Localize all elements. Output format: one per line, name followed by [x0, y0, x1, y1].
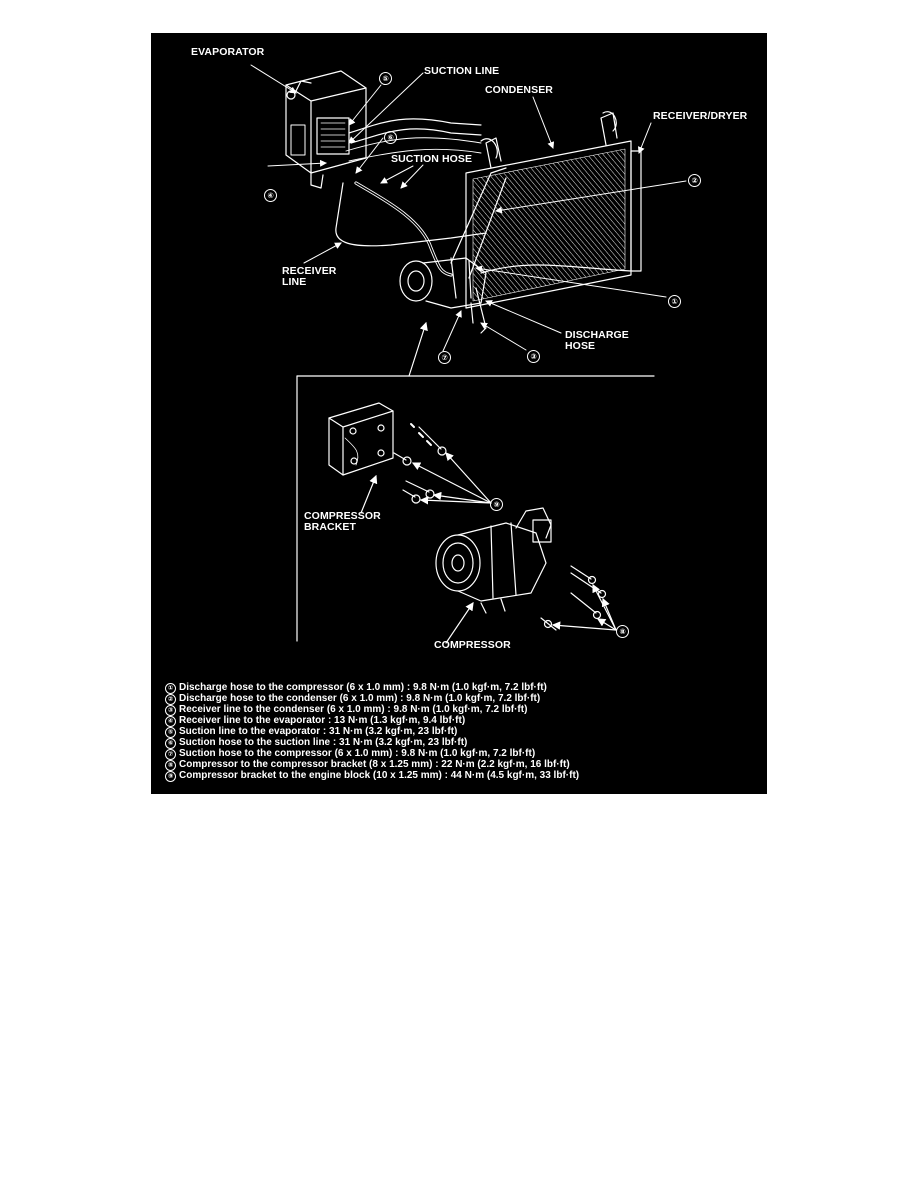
- legend-number: ③: [165, 705, 176, 716]
- callout-4: ④: [264, 189, 277, 202]
- legend-text: Suction hose to the suction line : 31 N·m (3.2 kgf·m, 23 lbf·ft): [179, 737, 468, 748]
- legend-number: ①: [165, 683, 176, 694]
- label-discharge-hose: DISCHARGE HOSE: [565, 329, 629, 352]
- label-suction-hose: SUCTION HOSE: [391, 153, 473, 165]
- callout-5: ⑤: [379, 72, 392, 85]
- legend-text: Discharge hose to the compressor (6 x 1.0 mm) : 9.8 N·m (1.0 kgf·m, 7.2 lbf·ft): [179, 682, 547, 693]
- torque-legend: [165, 683, 579, 782]
- compressor-bracket-drawing: [329, 403, 393, 475]
- label-suction-line: SUCTION LINE: [424, 65, 500, 77]
- label-condenser: CONDENSER: [485, 84, 553, 96]
- condenser-drawing: [466, 112, 641, 308]
- legend-number: ⑦: [165, 749, 176, 760]
- compressor-inset-drawing: [436, 508, 551, 613]
- label-compressor: COMPRESSOR: [434, 639, 511, 651]
- label-compressor-bracket: COMPRESSOR BRACKET: [304, 510, 381, 533]
- legend-number: ⑤: [165, 727, 176, 738]
- legend-item-9: [165, 771, 579, 782]
- bracket-bolts: [394, 424, 491, 503]
- legend-number: ④: [165, 716, 176, 727]
- legend-text: Receiver line to the condenser (6 x 1.0 mm) : 9.8 N·m (1.0 kgf·m, 7.2 lbf·ft): [179, 704, 528, 715]
- callout-7: ⑦: [438, 351, 451, 364]
- callout-1: ①: [668, 295, 681, 308]
- legend-number: ⑥: [165, 738, 176, 749]
- callout-6: ⑥: [384, 131, 397, 144]
- label-receiver-line: RECEIVER LINE: [282, 265, 337, 288]
- callout-9: ⑨: [490, 498, 503, 511]
- legend-number: ⑧: [165, 760, 176, 771]
- label-evaporator: EVAPORATOR: [191, 46, 265, 58]
- legend-text: Suction hose to the compressor (6 x 1.0 mm) : 9.8 N·m (1.0 kgf·m, 7.2 lbf·ft): [179, 748, 536, 759]
- legend-text: Compressor bracket to the engine block (10 x 1.25 mm) : 44 N·m (4.5 kgf·m, 33 lbf·ft): [179, 770, 580, 781]
- callout-2: ②: [688, 174, 701, 187]
- ac-system-diagram: [151, 33, 767, 794]
- callout-8: ⑧: [616, 625, 629, 638]
- legend-number: ⑨: [165, 771, 176, 782]
- legend-text: Compressor to the compressor bracket (8 x 1.25 mm) : 22 N·m (2.2 kgf·m, 16 lbf·ft): [179, 759, 570, 770]
- legend-text: Discharge hose to the condenser (6 x 1.0 mm) : 9.8 N·m (1.0 kgf·m, 7.2 lbf·ft): [179, 693, 541, 704]
- callout-3: ③: [527, 350, 540, 363]
- diagram-artwork: [151, 33, 767, 794]
- evaporator-drawing: [286, 71, 366, 188]
- legend-text: Receiver line to the evaporator : 13 N·m (1.3 kgf·m, 9.4 lbf·ft): [179, 715, 466, 726]
- legend-number: ②: [165, 694, 176, 705]
- label-receiver-dryer: RECEIVER/DRYER: [653, 110, 748, 122]
- legend-text: Suction line to the evaporator : 31 N·m (3.2 kgf·m, 23 lbf·ft): [179, 726, 458, 737]
